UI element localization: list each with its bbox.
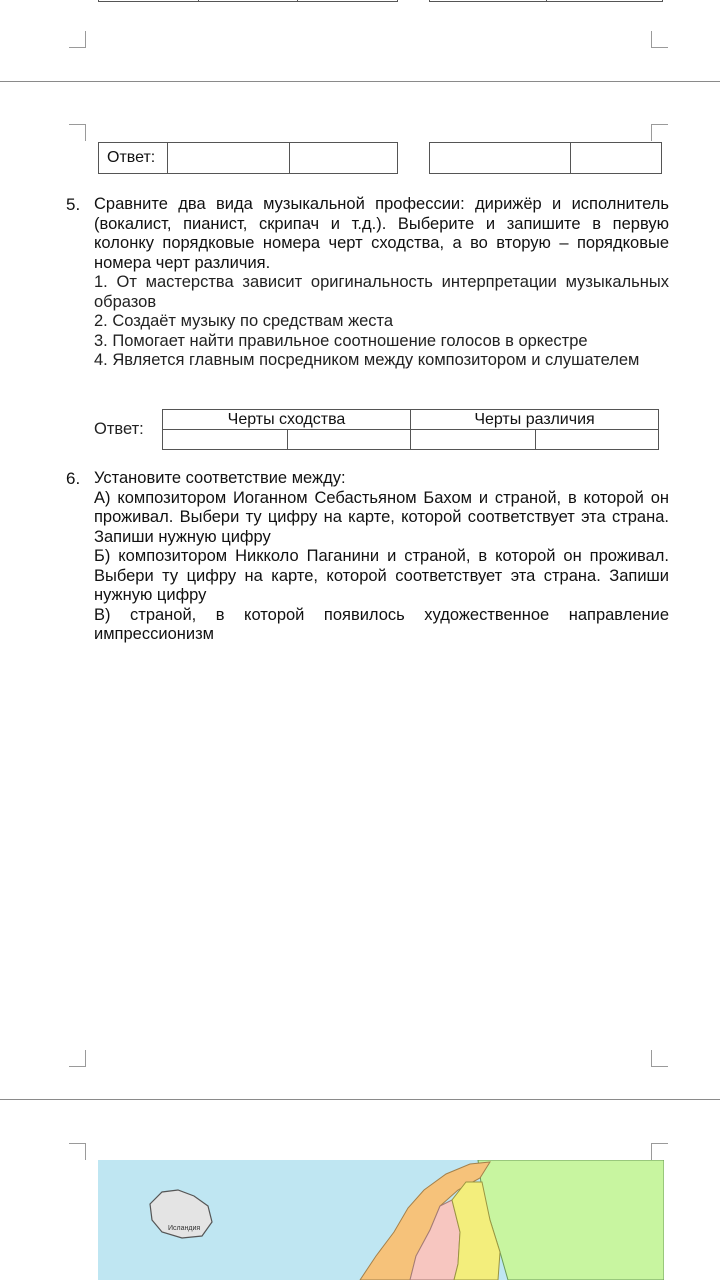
answer-cell[interactable] (163, 430, 288, 450)
header-similarities: Черты сходства (163, 410, 411, 430)
question-number: 5. (66, 195, 81, 214)
answer-cell[interactable] (536, 430, 659, 450)
question-text: Сравните два вида музыкальной профессии: дирижёр и исполнитель (вокалист, пианист, скрипач и т.д.). Выберите и запишите в первую колонку порядковые номера черт сходства, а во вторую – порядковые номера черт различия. (94, 195, 669, 272)
header-differences: Черты различия (411, 410, 659, 430)
margin-corner-mark (651, 124, 668, 141)
iceland-label: Исландия (168, 1225, 201, 1232)
answer-cell[interactable] (288, 430, 411, 450)
answer-table-right (429, 142, 662, 174)
match-item: В) страной, в которой появилось художественное направление импрессионизм (94, 605, 669, 643)
question-6 (94, 469, 669, 645)
option-item: 2. Создаёт музыку по средствам жеста (94, 312, 394, 330)
margin-corner-mark (651, 31, 668, 48)
answer-cell[interactable] (168, 143, 290, 174)
answer-table-left (98, 142, 398, 174)
match-item: Б) композитором Никколо Паганини и страной, в которой он проживал. Выбери ту цифру на карте, которой соответствует эта страна. Запиши нужную цифру (94, 547, 669, 604)
answer-cell[interactable] (430, 143, 571, 174)
margin-corner-mark (651, 1050, 668, 1067)
answer-grid (162, 409, 659, 450)
previous-answer-table-top-left (98, 0, 398, 2)
margin-corner-mark (651, 1143, 668, 1160)
margin-corner-mark (69, 124, 86, 141)
option-item: 3. Помогает найти правильное соотношение голосов в оркестре (94, 331, 588, 350)
previous-answer-table-top-right (429, 0, 663, 2)
margin-corner-mark (69, 1050, 86, 1067)
question-5 (94, 195, 669, 371)
europe-map (98, 1160, 664, 1280)
answer-cell[interactable] (571, 143, 662, 174)
answer-cell[interactable] (411, 430, 536, 450)
page-separator (0, 1099, 720, 1100)
answer-label: Ответ: (99, 143, 168, 174)
option-item: 4. Является главным посредником между композитором и слушателем (94, 351, 640, 369)
margin-corner-mark (69, 31, 86, 48)
question-intro: Установите соответствие между: (94, 469, 346, 487)
previous-page-bottom (0, 0, 720, 81)
question-number: 6. (66, 469, 81, 488)
map-graphic (98, 1160, 664, 1280)
answer-cell[interactable] (290, 143, 398, 174)
match-item: А) композитором Иоганном Себастьяном Бахом и страной, в которой он проживал. Выбери ту цифру на карте, которой соответствует эта страна. Запиши нужную цифру (94, 488, 669, 546)
option-item: 1. От мастерства зависит оригинальность интерпретации музыкальных образов (94, 273, 669, 311)
margin-corner-mark (69, 1143, 86, 1160)
answer-label: Ответ: (94, 420, 144, 438)
russia-region (478, 1160, 664, 1280)
